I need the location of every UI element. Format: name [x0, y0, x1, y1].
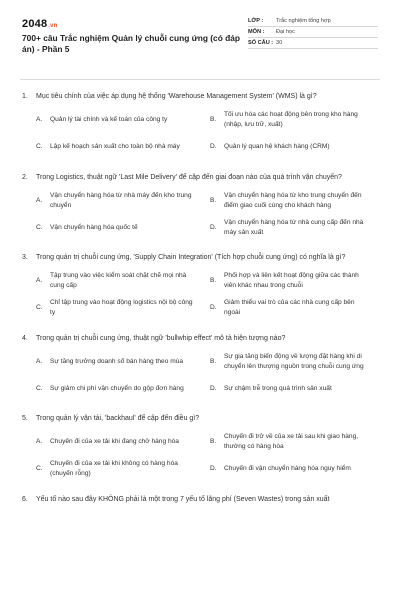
meta-key: SỐ CÂU :: [248, 40, 274, 46]
option-letter: C.: [36, 223, 43, 231]
option-b[interactable]: [210, 110, 378, 131]
option-text: Chuyến đi của xe tải khi không có hàng hóa (chuyến rỗng): [50, 460, 178, 477]
option-text: Chuyến đi trở về của xe tải sau khi giao hàng, thường có hàng hóa: [224, 433, 359, 450]
option-grid: [22, 110, 378, 158]
option-letter: C.: [36, 384, 43, 392]
option-letter: C.: [36, 143, 43, 150]
question-body: Trong Logistics, thuật ngữ 'Last Mile Delivery' để cập đến giai đoạn nào của quá trình vận chuyển?: [36, 173, 342, 181]
option-letter: A.: [36, 277, 43, 284]
question-number: 6.: [22, 495, 28, 503]
option-c[interactable]: [36, 217, 204, 238]
meta-value: 30: [276, 40, 283, 46]
question-item-partial: [22, 495, 378, 506]
question-body: Trong quản trị chuỗi cung ứng, 'Supply Chain Integration' (Tích hợp chuỗi cung ứng) có nghĩa là gì?: [36, 254, 346, 261]
question-item: [22, 173, 378, 239]
header-divider: [20, 79, 380, 80]
option-a[interactable]: [36, 432, 204, 453]
option-text: Vận chuyển hàng hóa từ nhà máy đến kho trung chuyển: [50, 191, 192, 209]
logo-suffix: .vn: [48, 23, 58, 29]
option-text: Vận chuyển hàng hóa từ nhà cung cấp đến nhà máy sản xuất: [224, 218, 364, 236]
question-text: [22, 92, 378, 103]
question-body: Mục tiêu chính của việc áp dụng hệ thống 'Warehouse Management System' (WMS) là gì?: [36, 93, 317, 100]
option-grid: [22, 271, 378, 319]
option-text: Vận chuyển hàng hóa từ kho trung chuyển đến điểm giao cuối cùng cho khách hàng: [224, 191, 362, 209]
question-number: 2.: [22, 173, 28, 181]
question-text: [22, 334, 378, 345]
question-number: 5.: [22, 415, 28, 422]
question-number: 3.: [22, 254, 28, 261]
option-a[interactable]: [36, 271, 204, 292]
option-a[interactable]: [36, 110, 204, 131]
option-d[interactable]: [210, 217, 378, 238]
option-text: Tập trung vào việc kiểm soát chặt chẽ mọi nhà cung cấp: [50, 272, 187, 289]
option-d[interactable]: [210, 137, 378, 158]
document-title: 700+ câu Trắc nghiệm Quản lý chuỗi cung ứng (có đáp án) - Phần 5: [22, 33, 241, 54]
option-c[interactable]: [36, 378, 204, 399]
question-text: [22, 173, 378, 184]
option-d[interactable]: [210, 459, 378, 480]
option-text: Sự giảm chi phí vận chuyển do gộp đơn hàng: [50, 384, 184, 392]
question-item: [22, 253, 378, 319]
option-letter: D.: [210, 143, 217, 150]
meta-value: Đại học: [276, 29, 295, 35]
option-letter: D.: [210, 384, 217, 392]
option-c[interactable]: [36, 137, 204, 158]
meta-key: MÔN :: [248, 29, 265, 35]
option-c[interactable]: [36, 459, 204, 480]
option-b[interactable]: [210, 190, 378, 211]
option-b[interactable]: [210, 271, 378, 292]
site-logo[interactable]: [22, 18, 242, 30]
meta-row-count: [248, 38, 378, 49]
option-letter: A.: [36, 116, 43, 123]
option-text: Lập kế hoạch sản xuất cho toàn bộ nhà máy: [50, 143, 180, 150]
option-letter: D.: [210, 465, 217, 472]
option-text: Sự gia tăng biến động về lượng đặt hàng khi di chuyển lên thượng nguồn trong chuỗi cung ứng: [224, 352, 364, 370]
option-text: Quản lý quan hệ khách hàng (CRM): [224, 143, 330, 150]
option-b[interactable]: [210, 351, 378, 372]
option-letter: A.: [36, 196, 43, 204]
option-grid: [22, 432, 378, 480]
option-grid: [22, 190, 378, 238]
option-text: Chuyến đi của xe tải khi đang chở hàng hóa: [50, 438, 179, 445]
option-text: Phối hợp và liên kết hoạt động giữa các thành viên khác nhau trong chuỗi: [224, 272, 359, 289]
option-letter: A.: [36, 357, 43, 365]
question-item: [22, 414, 378, 480]
question-text: [22, 414, 378, 425]
option-letter: B.: [210, 357, 217, 365]
question-number: 1.: [22, 93, 28, 100]
option-text: Tối ưu hóa các hoạt động bên trong kho hàng (nhập, lưu trữ, xuất): [224, 111, 358, 128]
option-a[interactable]: [36, 351, 204, 372]
option-letter: D.: [210, 304, 217, 311]
meta-row-subject: [248, 27, 378, 38]
question-body: Yếu tố nào sau đây KHÔNG phải là một trong 7 yếu tố lãng phí (Seven Wastes) trong sản xuất: [36, 495, 330, 503]
meta-key: LỚP :: [248, 18, 264, 24]
option-letter: B.: [210, 196, 217, 204]
option-letter: C.: [36, 465, 43, 472]
option-c[interactable]: [36, 298, 204, 319]
question-body: Trong quản lý vận tải, 'backhaul' để cập đến điều gì?: [36, 415, 200, 422]
meta-table: [248, 16, 378, 49]
option-grid: [22, 351, 378, 399]
option-letter: D.: [210, 223, 217, 231]
option-text: Sự chậm trễ trong quá trình sản xuất: [224, 384, 332, 392]
option-a[interactable]: [36, 190, 204, 211]
question-number: 4.: [22, 334, 28, 342]
question-item: [22, 92, 378, 158]
option-text: Chuyến đi vận chuyển hàng hóa nguy hiểm: [224, 465, 351, 472]
logo-main: 2048: [22, 18, 48, 30]
option-b[interactable]: [210, 432, 378, 453]
option-letter: A.: [36, 438, 43, 445]
question-text: [22, 253, 378, 264]
option-letter: B.: [210, 438, 217, 445]
meta-value: Trắc nghiệm tổng hợp: [276, 18, 331, 24]
option-text: Vận chuyển hàng hóa quốc tế: [50, 223, 138, 231]
option-letter: B.: [210, 116, 217, 123]
option-text: Sự tăng trưởng doanh số bán hàng theo mùa: [50, 357, 184, 365]
option-letter: C.: [36, 304, 43, 311]
document-header: [22, 18, 378, 66]
option-text: Quản lý tài chính và kế toán của công ty: [50, 116, 168, 123]
option-text: Giảm thiểu vai trò của các nhà cung cấp bên ngoài: [224, 299, 355, 316]
option-d[interactable]: [210, 378, 378, 399]
question-list: [22, 92, 378, 505]
question-item: [22, 334, 378, 400]
option-d[interactable]: [210, 298, 378, 319]
question-body: Trong quản trị chuỗi cung ứng, thuật ngữ 'bullwhip effect' mô tả hiện tượng nào?: [36, 334, 286, 342]
option-letter: B.: [210, 277, 217, 284]
meta-row-class: [248, 16, 378, 27]
option-text: Chỉ tập trung vào hoạt động logistics nội bộ công ty: [50, 299, 193, 316]
header-left: [22, 18, 242, 55]
